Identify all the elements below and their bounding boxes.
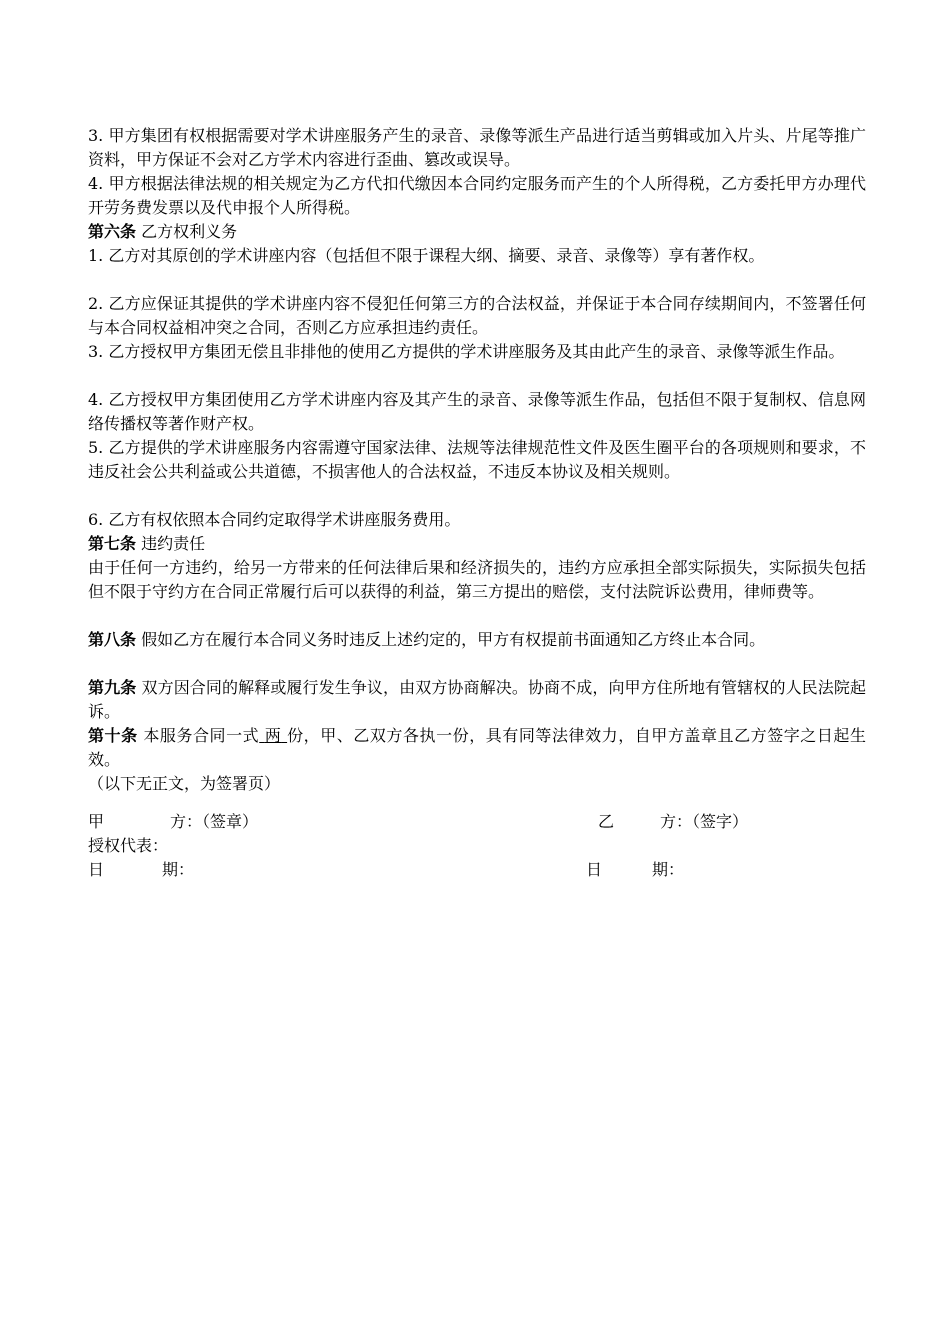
- date-label-b-rest: 期：: [652, 860, 685, 879]
- party-a-label-rest: 方：（签章）: [170, 812, 259, 831]
- article6-item-2: 2. 乙方应保证其提供的学术讲座内容不侵犯任何第三方的合法权益，并保证于本合同存续期间内，不签署任何与本合同权益相冲突之合同，否则乙方应承担违约责任。: [88, 294, 866, 337]
- article9: [88, 676, 866, 724]
- article7-body: 由于任何一方违约，给另一方带来的任何法律后果和经济损失的，违约方应承担全部实际损失，实际损失包括但不限于守约方在合同正常履行后可以获得的利益，第三方提出的赔偿，支付法院诉讼费用，律师费等。: [88, 558, 866, 601]
- article10-body-pre: 本服务合同一式: [143, 726, 260, 745]
- article7-title: 违约责任: [141, 534, 206, 553]
- article5-item3: 3. 甲方集团有权根据需要对学术讲座服务产生的录音、录像等派生产品进行适当剪辑或加入片头、片尾等推广资料，甲方保证不会对乙方学术内容进行歪曲、篡改或误导。: [88, 126, 866, 169]
- article6-item-1: 1. 乙方对其原创的学术讲座内容（包括但不限于课程大纲、摘要、录音、录像等）享有著作权。: [88, 246, 765, 265]
- authorized-representative: 授权代表：: [88, 836, 169, 855]
- article8: [88, 628, 866, 652]
- article5-item4: 4. 甲方根据法律法规的相关规定为乙方代扣代缴因本合同约定服务而产生的个人所得税，乙方委托甲方办理代开劳务费发票以及代申报个人所得税。: [88, 174, 866, 217]
- article9-heading: 第九条: [88, 678, 137, 697]
- article6-item-3: 3. 乙方授权甲方集团无偿且非排他的使用乙方提供的学术讲座服务及其由此产生的录音、录像等派生作品。: [88, 342, 845, 361]
- date-label-a-rest: 期：: [162, 860, 195, 879]
- article10-body-post: 份，甲、乙双方各执一份，具有同等法律效力，自甲方盖章且乙方签字之日起生效。: [88, 726, 866, 769]
- party-b-label-rest: 方：（签字）: [660, 812, 749, 831]
- article10: [88, 724, 866, 772]
- date-label-a: 日: [88, 860, 105, 879]
- article8-heading: 第八条: [88, 630, 137, 649]
- end-note: （以下无正文，为签署页）: [88, 774, 281, 793]
- article9-body: 双方因合同的解释或履行发生争议，由双方协商解决。协商不成，向甲方住所地有管辖权的人民法院起诉。: [88, 678, 866, 721]
- party-a-label: 甲: [88, 812, 105, 831]
- article10-heading: 第十条: [88, 726, 138, 745]
- article10-copies: 两: [264, 726, 282, 745]
- article6-item-4: 4. 乙方授权甲方集团使用乙方学术讲座内容及其产生的录音、录像等派生作品，包括但不限于复制权、信息网络传播权等著作财产权。: [88, 390, 866, 433]
- article6-heading: 第六条: [88, 222, 137, 241]
- article6-item-6: 6. 乙方有权依照本合同约定取得学术讲座服务费用。: [88, 510, 461, 529]
- date-label-b: 日: [586, 860, 603, 879]
- article7-heading-line: [88, 532, 866, 556]
- article6-title: 乙方权利义务: [141, 222, 238, 241]
- article7-heading: 第七条: [88, 534, 137, 553]
- article6-heading-line: [88, 220, 866, 244]
- article6-item-5: 5. 乙方提供的学术讲座服务内容需遵守国家法律、法规等法律规范性文件及医生圈平台的各项规则和要求，不违反社会公共利益或公共道德，不损害他人的合法权益，不违反本协议及相关规则。: [88, 438, 866, 481]
- article8-body: 假如乙方在履行本合同义务时违反上述约定的，甲方有权提前书面通知乙方终止本合同。: [141, 630, 766, 649]
- party-b-label: 乙: [598, 812, 615, 831]
